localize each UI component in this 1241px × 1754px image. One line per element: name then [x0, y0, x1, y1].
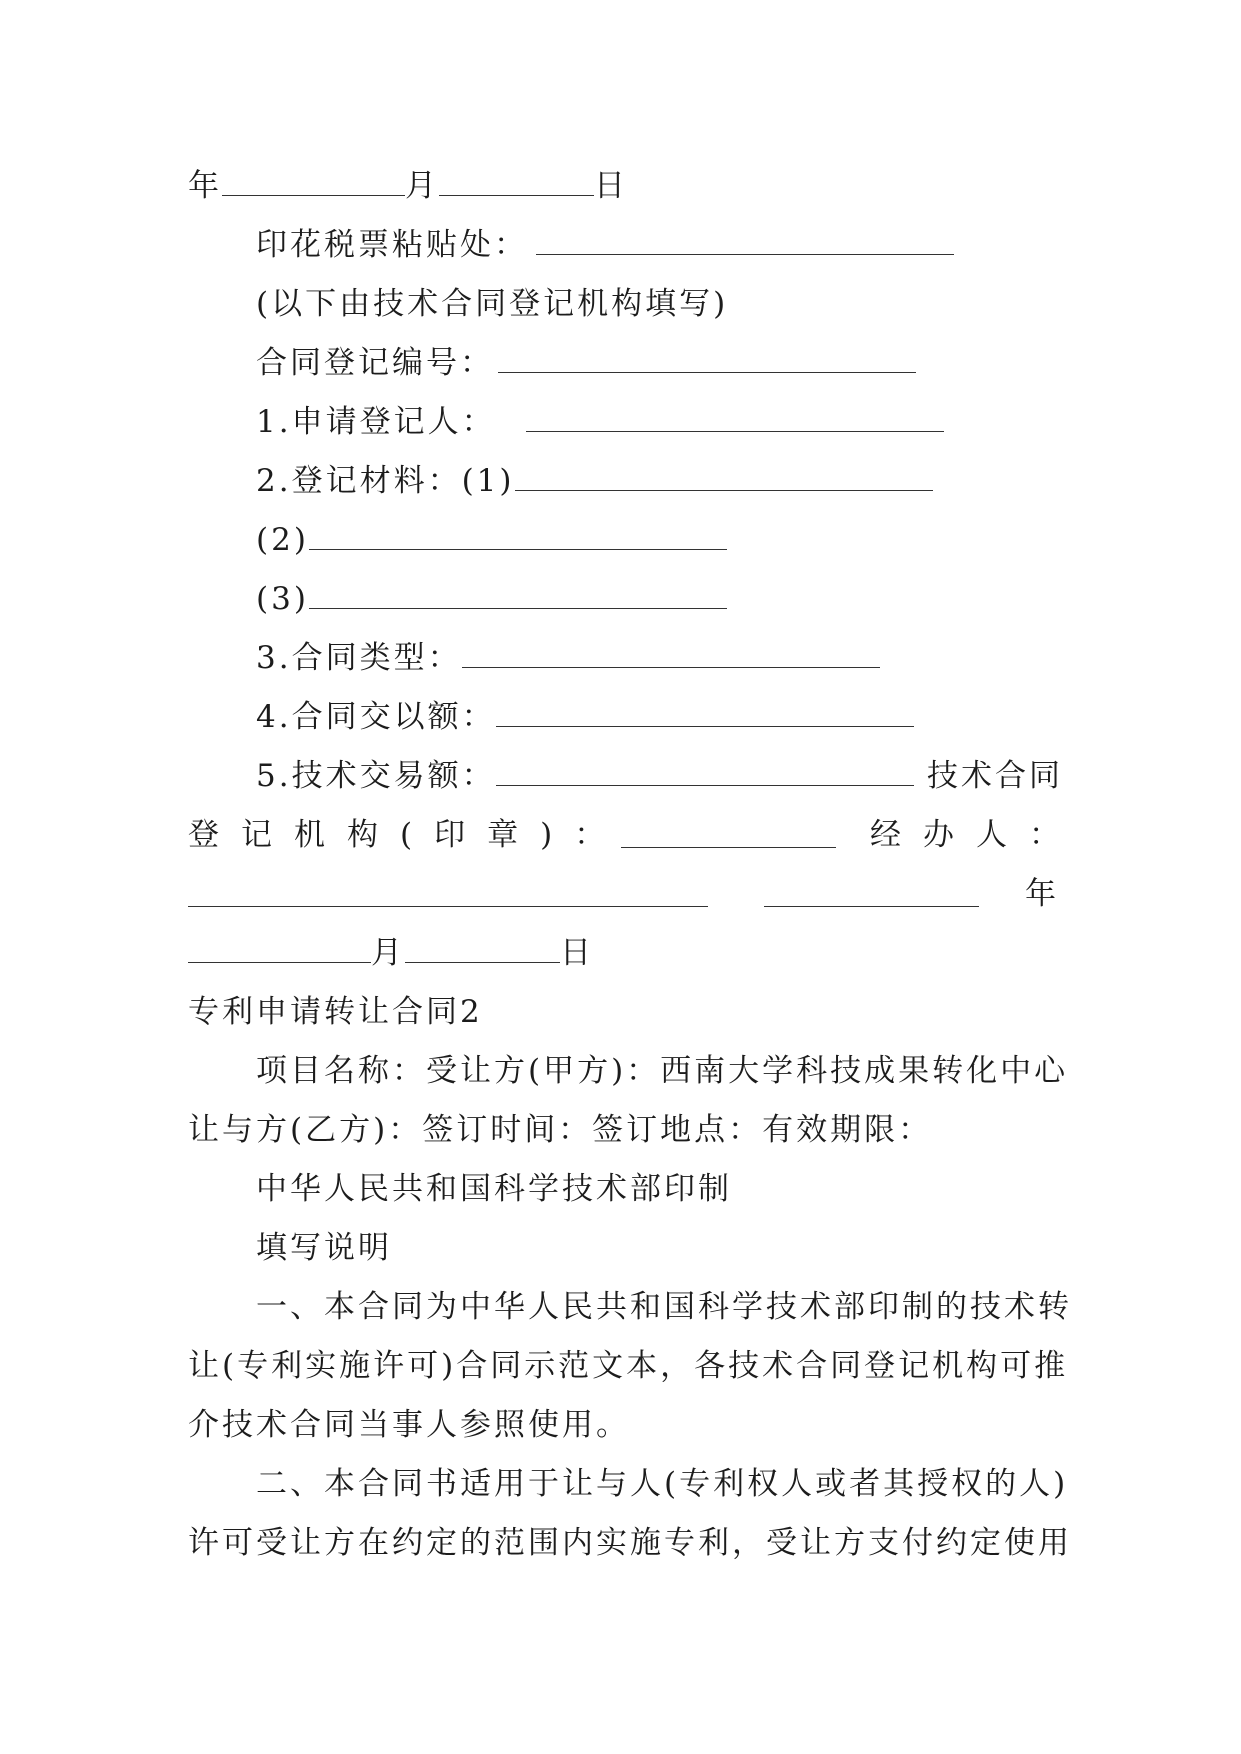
registry-stamp-label: 登记机构(印章)：	[188, 817, 628, 853]
stamp-line	[256, 225, 954, 265]
applicant-label: 1.申请登记人：	[256, 404, 496, 440]
material-2-line	[256, 520, 727, 560]
registry-stamp-blank	[621, 846, 836, 848]
date-2-year: 年	[1025, 876, 1059, 912]
month-label: 月	[405, 168, 439, 204]
material-2-label: (2)	[256, 522, 309, 558]
para-1-line-2: 让(专利实施许可)合同示范文本，各技术合同登记机构可推	[188, 1348, 1069, 1384]
contract-amount-line	[256, 697, 914, 737]
tech-contract-tail: 技术合同	[927, 758, 1063, 794]
stamp-blank	[536, 253, 954, 255]
material-3-blank	[309, 607, 727, 609]
contract-2-title: 专利申请转让合同2	[188, 994, 483, 1030]
material-2-blank	[309, 548, 727, 550]
contract-type-label: 3.合同类型：	[256, 640, 462, 676]
applicant-line	[256, 402, 944, 442]
transferor-line: 让与方(乙方)：签订时间：签订地点：有效期限：	[188, 1112, 933, 1148]
para-2-line-1: 二、本合同书适用于让与人(专利权人或者其授权的人)	[256, 1466, 1069, 1502]
para-1-line-3: 介技术合同当事人参照使用。	[188, 1407, 630, 1443]
month-label-2: 月	[371, 935, 405, 971]
contract-type-blank	[462, 666, 880, 668]
year-blank	[222, 194, 405, 196]
materials-line	[256, 461, 933, 501]
reg-number-line	[256, 343, 916, 383]
contract-type-line	[256, 638, 880, 678]
day-label-2: 日	[560, 935, 594, 971]
date-line-2	[188, 933, 594, 973]
applicant-blank	[526, 430, 944, 432]
contract-amount-label: 4.合同交以额：	[256, 699, 496, 735]
day-label: 日	[594, 168, 628, 204]
tech-amount-blank	[496, 784, 914, 786]
project-line: 项目名称：受让方(甲方)：西南大学科技成果转化中心	[256, 1053, 1069, 1089]
month-blank	[439, 194, 594, 196]
material-3-label: (3)	[256, 581, 309, 617]
month-blank-2	[188, 961, 371, 963]
handler-label: 经办人：	[870, 817, 1082, 853]
reg-number-blank	[498, 371, 916, 373]
contract-amount-blank	[496, 725, 914, 727]
tech-amount-label: 5.技术交易额：	[256, 758, 496, 794]
year-label: 年	[188, 168, 222, 204]
date-year-blank	[764, 905, 979, 907]
reg-number-label: 合同登记编号：	[256, 345, 494, 381]
registry-note: (以下由技术合同登记机构填写)	[256, 286, 729, 322]
material-3-line	[256, 579, 727, 619]
para-1-line-1: 一、本合同为中华人民共和国科学技术部印制的技术转	[256, 1289, 1072, 1325]
printed-by: 中华人民共和国科学技术部印制	[256, 1171, 732, 1207]
para-2-line-2: 许可受让方在约定的范围内实施专利，受让方支付约定使用	[188, 1525, 1072, 1561]
instructions-title: 填写说明	[256, 1230, 392, 1266]
material-1-blank	[515, 489, 933, 491]
handler-blank	[188, 905, 708, 907]
date-line-1	[188, 166, 628, 206]
tech-amount-line	[256, 756, 914, 796]
day-blank-2	[405, 961, 560, 963]
stamp-label: 印花税票粘贴处：	[256, 227, 528, 263]
materials-label: 2.登记材料：(1)	[256, 463, 515, 499]
